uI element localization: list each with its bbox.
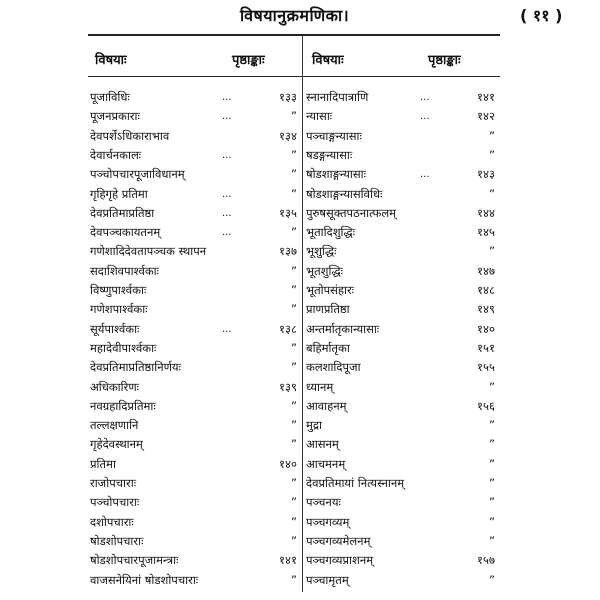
left-subject: पूजनप्रकाराः xyxy=(90,109,140,124)
left-page: १३४ xyxy=(279,128,297,143)
page-title: विषयानुक्रमणिका। xyxy=(240,6,350,25)
right-page: १५१ xyxy=(477,340,495,355)
right-subject: देवप्रतिमायां नित्यस्नानम् xyxy=(306,476,405,490)
index-row xyxy=(0,242,600,261)
left-subject: सदाशिवपार्श्वकाः xyxy=(90,263,159,278)
left-subject: राजोपचाराः xyxy=(90,476,137,490)
right-page: ” xyxy=(489,147,495,162)
right-page: १४० xyxy=(477,321,495,336)
left-subject: गणेशादिदेवतापञ्चक स्थापन xyxy=(90,244,207,259)
left-page: १३८ xyxy=(279,321,297,336)
left-subject: देवप्रतिमाप्रतिष्ठानिर्णयः xyxy=(90,360,181,375)
right-subject: मुद्रा xyxy=(306,418,322,433)
left-subject: तल्लक्षणानि xyxy=(90,418,139,433)
left-page: ” xyxy=(291,514,297,529)
index-row xyxy=(0,339,600,358)
left-page: १४० xyxy=(279,456,297,471)
right-page: १४५ xyxy=(477,225,495,240)
index-row xyxy=(0,493,600,512)
left-subject: प्रतिमा xyxy=(90,456,116,471)
right-subject: भूतोपसंहारः xyxy=(306,283,355,297)
left-leader: ... xyxy=(222,92,232,103)
left-page: १३९ xyxy=(279,379,297,394)
index-row xyxy=(0,107,600,126)
index-row xyxy=(0,300,600,319)
left-page: ” xyxy=(291,109,297,124)
right-subject: पञ्चामृतम् xyxy=(306,572,349,587)
left-leader: ... xyxy=(222,323,232,335)
left-page: ” xyxy=(291,418,297,433)
left-page: ” xyxy=(291,302,297,317)
right-subject: पुरुषसूक्तपठनात्फलम् xyxy=(306,205,396,220)
right-page: १४३ xyxy=(477,167,495,182)
left-page: ” xyxy=(291,340,297,355)
left-subject: पञ्चोपचारपूजाविधानम् xyxy=(90,167,185,182)
right-subject: भूशुद्धिः xyxy=(306,244,337,259)
index-row xyxy=(0,435,600,454)
index-row xyxy=(0,223,600,242)
index-row xyxy=(0,474,600,493)
right-subject: अन्तर्मातृकान्यासाः xyxy=(306,321,380,336)
left-page: ” xyxy=(291,225,297,240)
right-page: ” xyxy=(489,186,495,201)
index-row xyxy=(0,378,600,397)
index-row xyxy=(0,281,600,300)
index-row xyxy=(0,165,600,184)
right-subject: षोडशाङ्गन्यासाः xyxy=(306,167,366,182)
right-page: १५५ xyxy=(477,360,495,375)
left-leader: ... xyxy=(222,111,232,123)
left-page: ” xyxy=(291,437,297,452)
right-page: १५७ xyxy=(477,553,495,568)
left-page: १३७ xyxy=(279,244,297,259)
left-leader: ... xyxy=(222,188,232,200)
right-leader: ... xyxy=(420,111,430,123)
left-subject: गृहिगृहे प्रतिमा xyxy=(90,186,148,201)
right-leader: ... xyxy=(420,169,430,181)
right-page: १५६ xyxy=(477,398,495,413)
right-page: १४७ xyxy=(477,263,495,278)
index-row xyxy=(0,262,600,281)
index-row xyxy=(0,127,600,146)
left-leader: ... xyxy=(222,207,232,219)
right-subject: पञ्चगव्यप्राशनम् xyxy=(306,553,374,568)
left-page: ” xyxy=(291,186,297,201)
right-page: ” xyxy=(489,533,495,548)
index-row xyxy=(0,397,600,416)
left-subject: गणेशपार्श्वकाः xyxy=(90,302,148,317)
right-subject: पञ्चनयः xyxy=(306,495,341,510)
left-subject: गृहेदेवस्थानम् xyxy=(90,437,143,452)
right-page-heading: पृष्ठाङ्काः xyxy=(428,53,461,68)
right-page: ” xyxy=(489,456,495,471)
right-page: ” xyxy=(489,379,495,394)
right-subject: पञ्चाङ्गन्यासाः xyxy=(306,128,362,143)
right-leader: ... xyxy=(420,92,430,103)
right-subject: षडङ्गन्यासाः xyxy=(306,147,353,162)
left-page: ” xyxy=(291,398,297,413)
left-leader: ... xyxy=(222,149,232,161)
right-page: ” xyxy=(489,572,495,587)
left-page-heading: पृष्ठाङ्काः xyxy=(232,53,265,68)
left-leader: ... xyxy=(222,227,232,239)
left-subject: विष्णुपार्श्वकाः xyxy=(90,283,147,297)
right-page: १४९ xyxy=(477,302,495,317)
right-subject: भूतशुद्धिः xyxy=(306,263,343,278)
right-page: १४८ xyxy=(477,283,495,297)
left-page: ” xyxy=(291,147,297,162)
right-page: १४४ xyxy=(477,205,495,220)
right-page: ” xyxy=(489,128,495,143)
right-page: ” xyxy=(489,418,495,433)
right-page: ” xyxy=(489,244,495,259)
right-subject: प्राणप्रतिष्ठा xyxy=(306,302,350,317)
right-subject: आवाहनम् xyxy=(306,398,347,413)
left-page: ” xyxy=(291,533,297,548)
index-row xyxy=(0,358,600,377)
right-subject: कलशादिपूजा xyxy=(306,360,361,375)
left-subject: सूर्यपार्श्वकाः xyxy=(90,321,140,336)
right-subject: पञ्चगव्यमेलनम् xyxy=(306,533,371,548)
left-page: ” xyxy=(291,263,297,278)
left-page: ” xyxy=(291,360,297,375)
left-subject: षोडशोपचाराः xyxy=(90,533,144,548)
right-subject: न्यासाः xyxy=(306,109,333,124)
right-subject: स्नानादिपात्राणि xyxy=(306,90,369,104)
left-subject: पञ्चोपचाराः xyxy=(90,495,140,510)
right-subject: बहिर्मातृका xyxy=(306,340,350,355)
right-subject: भूतादिशुद्धिः xyxy=(306,225,356,240)
left-subject: देवार्चनकालः xyxy=(90,147,142,162)
right-page: ” xyxy=(489,514,495,529)
right-subject-heading: विषयाः xyxy=(312,53,344,68)
right-subject: आचमनम् xyxy=(306,456,346,471)
left-subject: षोडशोपचारपूजामन्त्राः xyxy=(90,553,179,568)
top-rule xyxy=(88,34,500,36)
index-row xyxy=(0,146,600,165)
index-row xyxy=(0,571,600,590)
left-page: १३३ xyxy=(279,90,297,104)
right-subject: ध्यानम् xyxy=(306,379,334,394)
left-page: १३५ xyxy=(279,205,297,220)
left-subject: देवपर्शेऽधिकाराभाव xyxy=(90,128,170,143)
left-subject: वाजसनेयिनां षोडशोपचाराः xyxy=(90,572,199,587)
index-row xyxy=(0,416,600,435)
left-page: ” xyxy=(291,495,297,510)
right-page: १४२ xyxy=(477,109,495,124)
left-subject: अधिकारिणः xyxy=(90,379,139,394)
index-row xyxy=(0,88,600,107)
right-page: १४१ xyxy=(477,90,495,104)
left-subject: नवग्रहादिप्रतिमाः xyxy=(90,398,156,413)
left-page: ” xyxy=(291,283,297,297)
left-page: ” xyxy=(291,476,297,490)
left-subject: देवप्रतिमाप्रतिष्ठा xyxy=(90,205,155,220)
left-subject-heading: विषयाः xyxy=(95,53,127,68)
left-subject: दशोपचाराः xyxy=(90,514,134,529)
left-page: १४१ xyxy=(279,553,297,568)
index-row xyxy=(0,455,600,474)
right-subject: आसनम् xyxy=(306,437,339,452)
left-subject: देवपञ्चकायतनम् xyxy=(90,225,161,240)
left-subject: पूजाविधिः xyxy=(90,90,130,104)
index-row xyxy=(0,513,600,532)
right-page: ” xyxy=(489,437,495,452)
header-rule xyxy=(88,76,500,77)
right-subject: पञ्चगव्यम् xyxy=(306,514,350,529)
index-row xyxy=(0,532,600,551)
index-row xyxy=(0,551,600,570)
left-page: ” xyxy=(291,572,297,587)
left-page: ” xyxy=(291,167,297,182)
right-subject: षोडशाङ्गन्यासविधिः xyxy=(306,186,383,201)
index-row xyxy=(0,185,600,204)
left-subject: महादेवीपार्श्वकाः xyxy=(90,340,157,355)
index-row xyxy=(0,320,600,339)
index-row xyxy=(0,204,600,223)
right-page: ” xyxy=(489,495,495,510)
right-page: ” xyxy=(489,476,495,490)
page-number: ( ११ ) xyxy=(520,6,563,25)
